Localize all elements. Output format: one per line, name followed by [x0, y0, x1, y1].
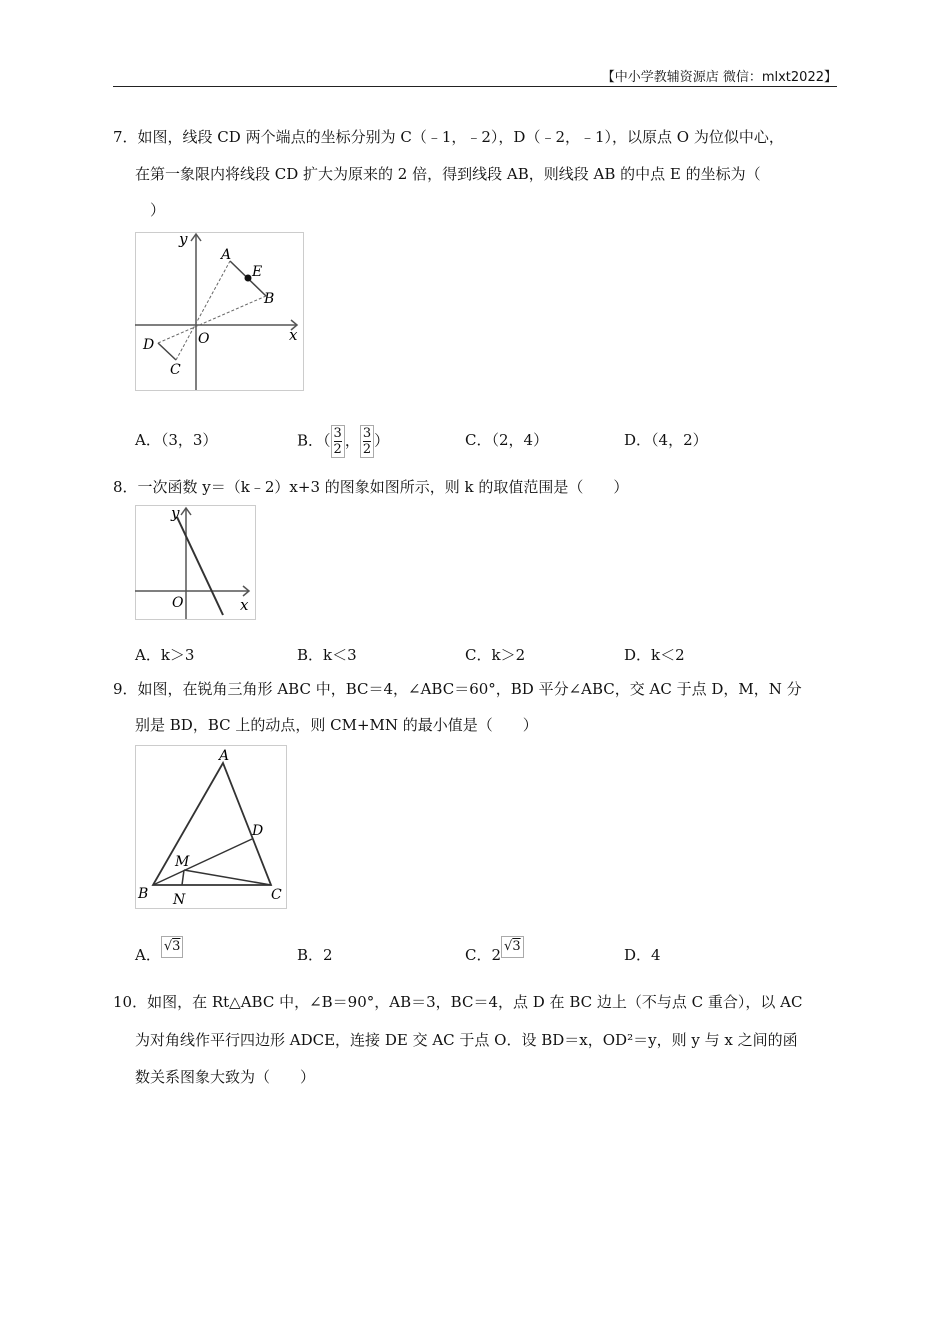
label-a: A — [219, 748, 230, 764]
sqrt-sign: √ — [163, 939, 173, 954]
q7-option-c[interactable]: C．（2，4） — [465, 431, 549, 449]
label-o: O — [172, 595, 184, 611]
sqrt-expression — [501, 936, 524, 958]
q9-option-a-prefix: A． — [135, 946, 161, 964]
label-c: C — [170, 362, 181, 378]
q8-option-d[interactable]: D．k＜2 — [624, 646, 685, 664]
radicand: 3 — [512, 939, 521, 954]
fraction-denominator: 2 — [333, 442, 342, 457]
segment-mn — [182, 870, 184, 885]
label-x: x — [289, 326, 298, 344]
q7-option-b-suffix: ） — [374, 431, 390, 450]
label-y: y — [179, 232, 188, 248]
q9-figure — [135, 745, 288, 910]
q7-option-a[interactable]: A．（3，3） — [135, 431, 218, 449]
label-d: D — [143, 337, 155, 353]
q7-option-d[interactable]: D．（4，2） — [624, 431, 708, 449]
q7-text-line2: 在第一象限内将线段 CD 扩大为原来的 2 倍，得到线段 AB，则线段 AB 的中点 E 的坐标为（ — [135, 165, 761, 183]
fraction-denominator: 2 — [362, 442, 372, 457]
q9-option-c-prefix: C．2 — [465, 946, 502, 964]
q7-figure — [135, 232, 305, 392]
label-e: E — [252, 264, 263, 280]
fraction — [360, 425, 374, 458]
label-y: y — [171, 505, 180, 522]
radicand: 3 — [172, 939, 181, 954]
fraction-numerator: 3 — [333, 426, 342, 441]
page-header: 【中小学教辅资源店 微信：mlxt2022】 — [113, 66, 837, 87]
q10-text-line2: 为对角线作平行四边形 ADCE，连接 DE 交 AC 于点 O．设 BD＝x，OD²＝y，则 y 与 x 之间的函 — [135, 1031, 798, 1049]
q7-option-b[interactable] — [297, 425, 389, 458]
q7-text-line1: 7．如图，线段 CD 两个端点的坐标分别为 C（﹣1，﹣2），D（﹣2，﹣1），以原点 O 为位似中心， — [113, 128, 784, 146]
label-d: D — [252, 823, 264, 839]
q7-option-b-prefix: B．（ — [297, 431, 331, 450]
segment-cd — [158, 343, 176, 360]
q10-text-line3: 数关系图象大致为（ ） — [135, 1068, 316, 1086]
q9-text-line2: 别是 BD，BC 上的动点，则 CM+MN 的最小值是（ ） — [135, 716, 538, 734]
q8-option-a[interactable]: A．k＞3 — [135, 646, 195, 664]
label-o: O — [198, 331, 210, 347]
q8-option-b[interactable]: B．k＜3 — [297, 646, 357, 664]
q7-text-line3: ） — [150, 201, 166, 219]
fraction-numerator: 3 — [362, 426, 372, 441]
q8-figure — [135, 505, 257, 621]
q9-text-line1: 9．如图，在锐角三角形 ABC 中，BC＝4，∠ABC＝60°，BD 平分∠ABC，交 AC 于点 D，M，N 分 — [113, 680, 802, 698]
label-b: B — [264, 291, 275, 307]
q9-option-c[interactable] — [465, 939, 524, 968]
sqrt-sign: √ — [504, 939, 513, 954]
segment-bd — [153, 839, 252, 885]
q7-option-b-sep: ， — [344, 431, 360, 450]
label-a: A — [221, 247, 232, 263]
q10-text-line1: 10．如图，在 Rt△ABC 中，∠B＝90°，AB＝3，BC＝4，点 D 在 BC 边上（不与点 C 重合），以 AC — [113, 993, 803, 1011]
q8-text-line1: 8．一次函数 y＝（k﹣2）x+3 的图象如图所示，则 k 的取值范围是（ ） — [113, 478, 629, 496]
q9-option-d[interactable]: D．4 — [624, 946, 661, 964]
label-b: B — [138, 886, 149, 902]
label-x: x — [240, 596, 249, 614]
q9-option-a[interactable] — [135, 939, 183, 968]
q8-option-c[interactable]: C．k＞2 — [465, 646, 526, 664]
point-e — [245, 275, 252, 282]
label-m: M — [175, 854, 190, 870]
function-line — [177, 517, 223, 615]
dash-d-b — [158, 296, 266, 343]
q9-option-b[interactable]: B．2 — [297, 946, 333, 964]
label-n: N — [173, 892, 186, 908]
label-c: C — [271, 887, 282, 903]
segment-cm — [184, 870, 271, 885]
sqrt-expression — [161, 936, 184, 958]
fraction — [331, 425, 345, 458]
